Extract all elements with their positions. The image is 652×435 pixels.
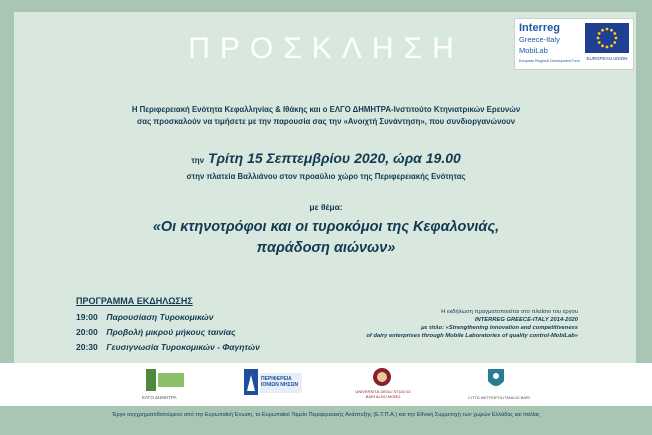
page-title: ΠΡΟΣΚΛΗΣΗ [188,32,464,65]
event-place: στην πλατεία Βαλλιάνου στον προαύλιο χώρο της Περιφερειακής Ενότητας [186,172,466,181]
eu-flag-icon [585,23,629,53]
project-line-1: Η εκδήλωση πραγματοποιείται στο πλαίσιο του έργου [441,309,578,315]
event-theme [0,217,652,259]
mobilab-label: MobiLab [519,46,548,55]
intro-text [0,104,652,128]
theme-line-2: παράδοση αιώνων» [256,240,396,256]
project-line-4: of dairy enterprises through Mobile Laboratories of quality control-MobiLab» [366,333,578,339]
program-time: 20:00 [76,327,98,337]
program-label: Greece-Italy [519,35,560,44]
theme-label: με θέμα: [309,202,343,212]
partner-name: ΠΕΡΙΦΕΡΕΙΑ ΙΟΝΙΩΝ ΝΗΣΩΝ [261,376,299,388]
program-time: 19:00 [76,312,98,322]
university-bari-seal [352,367,412,402]
program-list [76,310,260,355]
date-text: Τρίτη 15 Σεπτεμβρίου 2020, ώρα 19.00 [207,150,461,166]
interreg-label: Interreg [519,22,560,34]
eu-label: EUROPEAN UNION [586,56,628,61]
intro-line-2: σας προσκαλούν να τιμήσετε με την παρουσία σας την «Ανοιχτή Συνάντηση», που συνδιοργανώνουν [136,117,516,126]
funding-footer: Έργο συγχρηματοδοτούμενο από την Ευρωπαϊκή Ένωση, το Ευρωπαϊκό Ταμείο Περιφερειακής Ανάπτυξης (Ε.Τ.Π.Α.) και την Εθνική Συμμετοχή των χωρών Ελλάδας και Ιταλίας [112,412,540,418]
partner-name: CITTÀ METROPOLITANA DI BARI [468,395,530,400]
ionian-islands-logo [244,367,304,402]
erdf-label: European Regional Development Fund [519,59,580,63]
partner-name: ΕΛΓΟ ΔΗΜΗΤΡΑ [142,395,177,400]
program-item [76,325,260,340]
program-event: Γευσιγνωσία Τυροκομικών - Φαγητών [106,342,260,352]
program-event: Παρουσίαση Τυροκομικών [106,312,214,322]
program-title: ΠΡΟΓΡΑΜΜΑ ΕΚΔΗΛΩΣΗΣ [76,296,193,306]
program-event: Προβολή μικρού μήκους ταινίας [106,327,236,337]
program-item [76,310,260,325]
intro-line-1: Η Περιφερειακή Ενότητα Κεφαλληνίας & Ιθάκης και ο ΕΛΓΟ ΔΗΜΗΤΡΑ-Ινστιτούτο Κτηνιατρικών Ερευνών [131,105,521,114]
bari-crest-logo [466,367,530,402]
theme-line-1: «Οι κτηνοτρόφοι και οι τυροκόμοι της Κεφαλονιάς, [152,219,500,235]
elgo-demeter-logo [140,367,190,402]
interreg-badge [514,18,634,70]
project-line-3: με τίτλο: «Strengthening innovation and competitiveness [421,325,578,331]
date-prefix: την [191,156,205,165]
partner-name: UNIVERSITÀ DEGLI STUDI DI BARI ALDO MORO [355,389,411,399]
program-item [76,340,260,355]
program-time: 20:30 [76,342,98,352]
project-info [300,308,578,340]
project-line-2: INTERREG GREECE-ITALY 2014-2020 [474,317,578,323]
partner-logos-strip [0,363,652,406]
event-date [0,150,652,166]
